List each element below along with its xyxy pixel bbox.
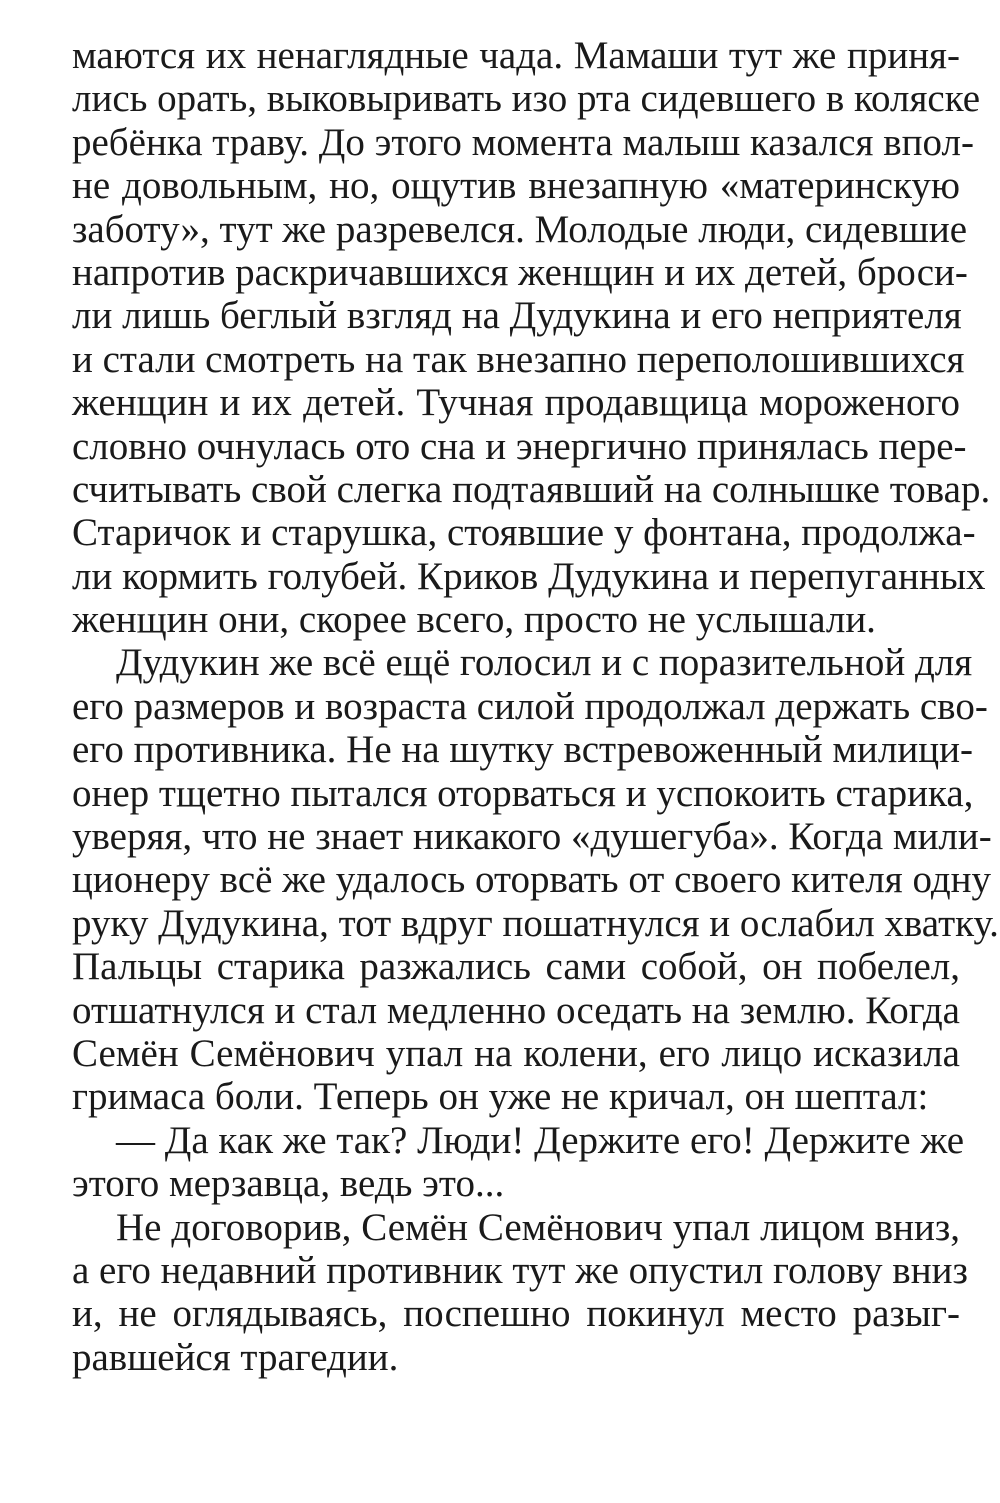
text-line: словно очнулась ото сна и энергично принялась пере- (72, 424, 967, 468)
text-line: ли кормить голубей. Криков Дудукина и перепуганных (72, 554, 986, 598)
text-line: а его недавний противник тут же опустил голову вниз (72, 1248, 968, 1292)
text-line: и стали смотреть на так внезапно переполошившихся (72, 337, 965, 381)
text-line: и, не оглядываясь, поспешно покинул место разыг- (72, 1292, 960, 1336)
text-line: Пальцы старика разжались сами собой, он побелел, (72, 945, 960, 989)
text-line: равшейся трагедии. (72, 1335, 399, 1379)
text-line: ционеру всё же удалось оторвать от своего кителя одну (72, 858, 992, 902)
text-line: гримаса боли. Теперь он уже не кричал, он шептал: (72, 1075, 929, 1119)
text-line: Старичок и старушка, стоявшие у фонтана, продолжа- (72, 511, 976, 555)
text-line: лись орать, выковыривать изо рта сидевшего в коляске (72, 77, 981, 121)
text-line: Семён Семёнович упал на колени, его лицо исказила (72, 1031, 960, 1075)
text-line: женщин и их детей. Тучная продавщица мороженого (72, 381, 960, 425)
text-line: его размеров и возраста силой продолжал держать сво- (72, 684, 988, 728)
text-line: Не договорив, Семён Семёнович упал лицом вниз, (116, 1205, 960, 1249)
text-line: маются их ненаглядные чада. Мамаши тут же приня- (72, 34, 960, 77)
text-line: отшатнулся и стал медленно оседать на землю. Когда (72, 988, 960, 1032)
text-line: — Да как же так? Люди! Держите его! Держите же (116, 1118, 965, 1162)
text-line: уверяя, что не знает никакого «душегуба». Когда мили- (72, 815, 992, 859)
text-line: заботу», тут же разревелся. Молодые люди, сидевшие (72, 207, 968, 251)
text-line: его противника. Не на шутку встревоженный милици- (72, 728, 973, 772)
text-line: Дудукин же всё ещё голосил и с поразительной для (116, 641, 973, 685)
text-line: считывать свой слегка подтаявший на солнышке товар. (72, 467, 991, 511)
text-line: напротив раскричавшихся женщин и их детей, броси- (72, 250, 968, 294)
text-line: онер тщетно пытался оторваться и успокоить старика, (72, 771, 974, 815)
text-line: не довольным, но, ощутив внезапную «материнскую (72, 164, 960, 208)
text-line: этого мерзавца, ведь это... (72, 1162, 505, 1206)
text-line: руку Дудукина, тот вдруг пошатнулся и ослабил хватку. (72, 901, 999, 945)
text-line: женщин они, скорее всего, просто не услышали. (72, 598, 876, 642)
book-page (72, 34, 999, 1379)
text-line: ли лишь беглый взгляд на Дудукина и его неприятеля (72, 294, 962, 338)
page-text (72, 34, 999, 1379)
text-line: ребёнка траву. До этого момента малыш казался впол- (72, 120, 974, 164)
